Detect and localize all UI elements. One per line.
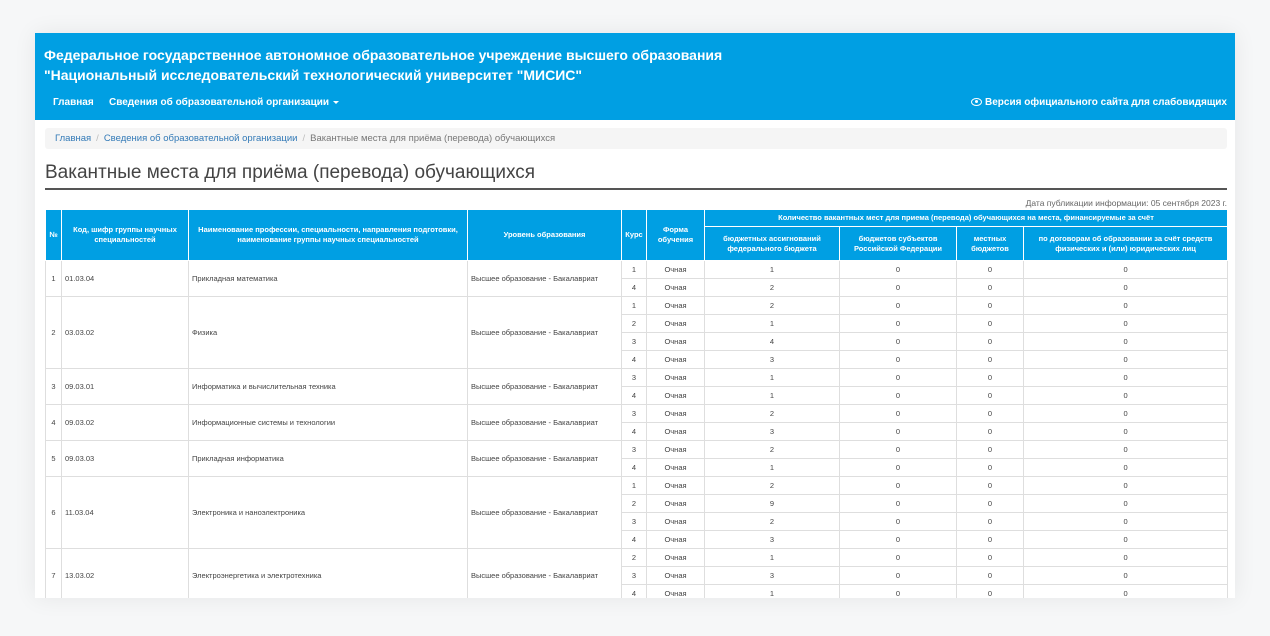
cell-contracts: 0 [1024, 279, 1228, 297]
cell-name: Прикладная математика [189, 261, 468, 297]
cell-local: 0 [957, 441, 1024, 459]
cell-name: Информатика и вычислительная техника [189, 369, 468, 405]
cell-regional: 0 [840, 333, 957, 351]
cell-regional: 0 [840, 351, 957, 369]
cell-contracts: 0 [1024, 477, 1228, 495]
header-num: № [46, 210, 62, 261]
cell-local: 0 [957, 423, 1024, 441]
cell-form: Очная [647, 351, 705, 369]
cell-local: 0 [957, 261, 1024, 279]
cell-regional: 0 [840, 531, 957, 549]
table-row [46, 549, 1228, 567]
cell-course: 3 [622, 513, 647, 531]
cell-federal: 2 [705, 441, 840, 459]
cell-local: 0 [957, 513, 1024, 531]
cell-name: Физика [189, 297, 468, 369]
table-row [46, 369, 1228, 387]
header-regional: бюджетов субъектов Российской Федерации [840, 227, 957, 261]
table-row [46, 441, 1228, 459]
cell-code: 09.03.03 [62, 441, 189, 477]
cell-course: 3 [622, 567, 647, 585]
cell-level: Высшее образование - Бакалавриат [468, 405, 622, 441]
cell-local: 0 [957, 279, 1024, 297]
cell-course: 3 [622, 441, 647, 459]
cell-local: 0 [957, 477, 1024, 495]
cell-form: Очная [647, 369, 705, 387]
cell-regional: 0 [840, 513, 957, 531]
cell-code: 13.03.02 [62, 549, 189, 599]
nav-info-label: Сведения об образовательной организации [109, 97, 330, 108]
cell-regional: 0 [840, 585, 957, 599]
cell-contracts: 0 [1024, 585, 1228, 599]
cell-name: Электроника и наноэлектроника [189, 477, 468, 549]
cell-federal: 2 [705, 297, 840, 315]
cell-federal: 2 [705, 405, 840, 423]
org-title-line1: Федеральное государственное автономное образовательное учреждение высшего образования [44, 47, 723, 63]
cell-course: 1 [622, 261, 647, 279]
cell-code: 09.03.02 [62, 405, 189, 441]
caret-down-icon [333, 101, 339, 104]
cell-regional: 0 [840, 567, 957, 585]
cell-local: 0 [957, 387, 1024, 405]
header-name: Наименование профессии, специальности, направления подготовки, наименование группы научных специальностей [189, 210, 468, 261]
cell-contracts: 0 [1024, 297, 1228, 315]
cell-regional: 0 [840, 495, 957, 513]
cell-federal: 1 [705, 549, 840, 567]
cell-contracts: 0 [1024, 441, 1228, 459]
cell-name: Прикладная информатика [189, 441, 468, 477]
cell-regional: 0 [840, 459, 957, 477]
cell-regional: 0 [840, 369, 957, 387]
cell-num: 4 [46, 405, 62, 441]
cell-name: Электроэнергетика и электротехника [189, 549, 468, 599]
header-form: Форма обучения [647, 210, 705, 261]
page-container [35, 33, 1235, 598]
cell-regional: 0 [840, 441, 957, 459]
cell-course: 4 [622, 459, 647, 477]
cell-contracts: 0 [1024, 567, 1228, 585]
breadcrumb [45, 128, 1227, 149]
cell-regional: 0 [840, 477, 957, 495]
breadcrumb-home[interactable]: Главная [55, 133, 92, 144]
cell-local: 0 [957, 297, 1024, 315]
cell-num: 7 [46, 549, 62, 599]
cell-federal: 2 [705, 513, 840, 531]
header-level: Уровень образования [468, 210, 622, 261]
cell-form: Очная [647, 531, 705, 549]
cell-federal: 9 [705, 495, 840, 513]
table-row [46, 261, 1228, 279]
cell-contracts: 0 [1024, 549, 1228, 567]
cell-level: Высшее образование - Бакалавриат [468, 261, 622, 297]
cell-form: Очная [647, 513, 705, 531]
accessibility-version-link[interactable] [971, 97, 1227, 108]
breadcrumb-separator: / [302, 133, 306, 144]
table-row [46, 297, 1228, 315]
cell-name: Информационные системы и технологии [189, 405, 468, 441]
cell-level: Высшее образование - Бакалавриат [468, 369, 622, 405]
nav-info-dropdown[interactable] [109, 97, 339, 108]
header-federal: бюджетных ассигнований федерального бюджета [705, 227, 840, 261]
cell-level: Высшее образование - Бакалавриат [468, 297, 622, 369]
cell-regional: 0 [840, 279, 957, 297]
cell-course: 3 [622, 333, 647, 351]
cell-num: 2 [46, 297, 62, 369]
cell-regional: 0 [840, 315, 957, 333]
cell-course: 4 [622, 423, 647, 441]
header-course: Курс [622, 210, 647, 261]
cell-course: 4 [622, 279, 647, 297]
cell-form: Очная [647, 315, 705, 333]
cell-form: Очная [647, 405, 705, 423]
cell-form: Очная [647, 567, 705, 585]
cell-code: 01.03.04 [62, 261, 189, 297]
cell-regional: 0 [840, 549, 957, 567]
cell-contracts: 0 [1024, 333, 1228, 351]
cell-contracts: 0 [1024, 261, 1228, 279]
cell-local: 0 [957, 531, 1024, 549]
breadcrumb-current: Вакантные места для приёма (перевода) обучающихся [310, 133, 556, 144]
cell-code: 11.03.04 [62, 477, 189, 549]
cell-contracts: 0 [1024, 405, 1228, 423]
page-title: Вакантные места для приёма (перевода) обучающихся [45, 161, 1227, 190]
breadcrumb-separator: / [96, 133, 99, 144]
cell-course: 4 [622, 351, 647, 369]
cell-regional: 0 [840, 297, 957, 315]
org-title [44, 45, 722, 85]
cell-form: Очная [647, 297, 705, 315]
cell-form: Очная [647, 459, 705, 477]
cell-federal: 1 [705, 459, 840, 477]
cell-form: Очная [647, 585, 705, 599]
cell-course: 1 [622, 477, 647, 495]
cell-federal: 1 [705, 261, 840, 279]
cell-num: 3 [46, 369, 62, 405]
cell-regional: 0 [840, 423, 957, 441]
cell-federal: 2 [705, 279, 840, 297]
cell-federal: 1 [705, 369, 840, 387]
cell-local: 0 [957, 567, 1024, 585]
cell-contracts: 0 [1024, 531, 1228, 549]
main-nav [35, 93, 1235, 113]
table-row [46, 405, 1228, 423]
org-title-line2: "Национальный исследовательский технологический университет "МИСИС" [44, 67, 583, 83]
cell-contracts: 0 [1024, 387, 1228, 405]
cell-course: 3 [622, 369, 647, 387]
cell-regional: 0 [840, 405, 957, 423]
cell-local: 0 [957, 549, 1024, 567]
cell-local: 0 [957, 585, 1024, 599]
cell-form: Очная [647, 495, 705, 513]
cell-code: 09.03.01 [62, 369, 189, 405]
cell-course: 2 [622, 315, 647, 333]
cell-form: Очная [647, 261, 705, 279]
cell-form: Очная [647, 423, 705, 441]
cell-course: 4 [622, 387, 647, 405]
cell-level: Высшее образование - Бакалавриат [468, 549, 622, 599]
cell-contracts: 0 [1024, 423, 1228, 441]
cell-contracts: 0 [1024, 513, 1228, 531]
cell-course: 2 [622, 495, 647, 513]
cell-course: 1 [622, 297, 647, 315]
site-header [35, 33, 1235, 120]
cell-course: 4 [622, 531, 647, 549]
cell-form: Очная [647, 441, 705, 459]
cell-contracts: 0 [1024, 495, 1228, 513]
table-body [46, 261, 1228, 599]
nav-home-link[interactable]: Главная [53, 97, 94, 108]
publication-date: Дата публикации информации: 05 сентября 2023 г. [1025, 198, 1227, 208]
cell-regional: 0 [840, 387, 957, 405]
header-contracts: по договорам об образовании за счёт средств физических и (или) юридических лиц [1024, 227, 1228, 261]
eye-icon [971, 98, 982, 106]
header-funding-group: Количество вакантных мест для приема (перевода) обучающихся на места, финансируемые за счёт [705, 210, 1228, 227]
cell-code: 03.03.02 [62, 297, 189, 369]
cell-contracts: 0 [1024, 351, 1228, 369]
cell-federal: 2 [705, 477, 840, 495]
cell-local: 0 [957, 405, 1024, 423]
cell-federal: 3 [705, 531, 840, 549]
cell-federal: 1 [705, 585, 840, 599]
cell-level: Высшее образование - Бакалавриат [468, 477, 622, 549]
cell-form: Очная [647, 279, 705, 297]
cell-course: 2 [622, 549, 647, 567]
vacancies-table [45, 209, 1228, 598]
cell-local: 0 [957, 351, 1024, 369]
cell-local: 0 [957, 495, 1024, 513]
cell-form: Очная [647, 387, 705, 405]
cell-num: 6 [46, 477, 62, 549]
cell-local: 0 [957, 315, 1024, 333]
cell-course: 4 [622, 585, 647, 599]
cell-regional: 0 [840, 261, 957, 279]
cell-num: 1 [46, 261, 62, 297]
cell-num: 5 [46, 441, 62, 477]
header-local: местных бюджетов [957, 227, 1024, 261]
cell-local: 0 [957, 369, 1024, 387]
cell-contracts: 0 [1024, 369, 1228, 387]
cell-level: Высшее образование - Бакалавриат [468, 441, 622, 477]
cell-form: Очная [647, 549, 705, 567]
cell-federal: 3 [705, 567, 840, 585]
cell-contracts: 0 [1024, 459, 1228, 477]
header-code: Код, шифр группы научных специальностей [62, 210, 189, 261]
cell-form: Очная [647, 333, 705, 351]
cell-local: 0 [957, 459, 1024, 477]
cell-form: Очная [647, 477, 705, 495]
cell-contracts: 0 [1024, 315, 1228, 333]
table-row [46, 477, 1228, 495]
cell-federal: 1 [705, 315, 840, 333]
breadcrumb-info[interactable]: Сведения об образовательной организации [103, 133, 298, 144]
cell-federal: 4 [705, 333, 840, 351]
cell-course: 3 [622, 405, 647, 423]
cell-local: 0 [957, 333, 1024, 351]
cell-federal: 1 [705, 387, 840, 405]
accessibility-label: Версия официального сайта для слабовидящих [985, 97, 1227, 108]
cell-federal: 3 [705, 423, 840, 441]
cell-federal: 3 [705, 351, 840, 369]
